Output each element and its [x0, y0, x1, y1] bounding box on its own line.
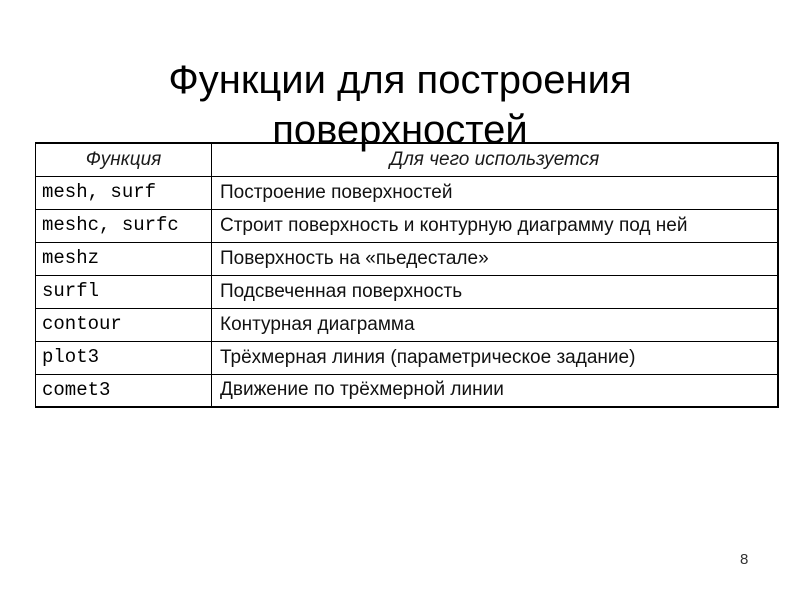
function-purpose: Строит поверхность и контурную диаграмму под ней — [212, 209, 779, 242]
function-purpose: Трёхмерная линия (параметрическое задание) — [212, 341, 779, 374]
function-purpose: Контурная диаграмма — [212, 308, 779, 341]
function-name: mesh, surf — [36, 176, 212, 209]
slide-title-line-1: Функции для построения — [168, 57, 632, 102]
function-purpose: Движение по трёхмерной линии — [212, 374, 779, 407]
function-name: meshc, surfc — [36, 209, 212, 242]
function-name: contour — [36, 308, 212, 341]
function-purpose: Построение поверхностей — [212, 176, 779, 209]
function-name: plot3 — [36, 341, 212, 374]
function-purpose: Подсвеченная поверхность — [212, 275, 779, 308]
page-number: 8 — [740, 551, 749, 568]
header-function: Функция — [36, 143, 212, 176]
function-name: meshz — [36, 242, 212, 275]
slide-title-line-2: поверхностей — [272, 107, 528, 152]
table-row — [36, 242, 779, 275]
function-name: surfl — [36, 275, 212, 308]
table-row — [36, 308, 779, 341]
slide-title — [0, 55, 800, 155]
table-row — [36, 209, 779, 242]
table-row — [36, 176, 779, 209]
table-row — [36, 374, 779, 407]
functions-table — [35, 142, 779, 408]
header-purpose: Для чего используется — [212, 143, 779, 176]
function-name: comet3 — [36, 374, 212, 407]
table-row — [36, 275, 779, 308]
function-purpose: Поверхность на «пьедестале» — [212, 242, 779, 275]
table-row — [36, 341, 779, 374]
table-header-row — [36, 143, 779, 176]
